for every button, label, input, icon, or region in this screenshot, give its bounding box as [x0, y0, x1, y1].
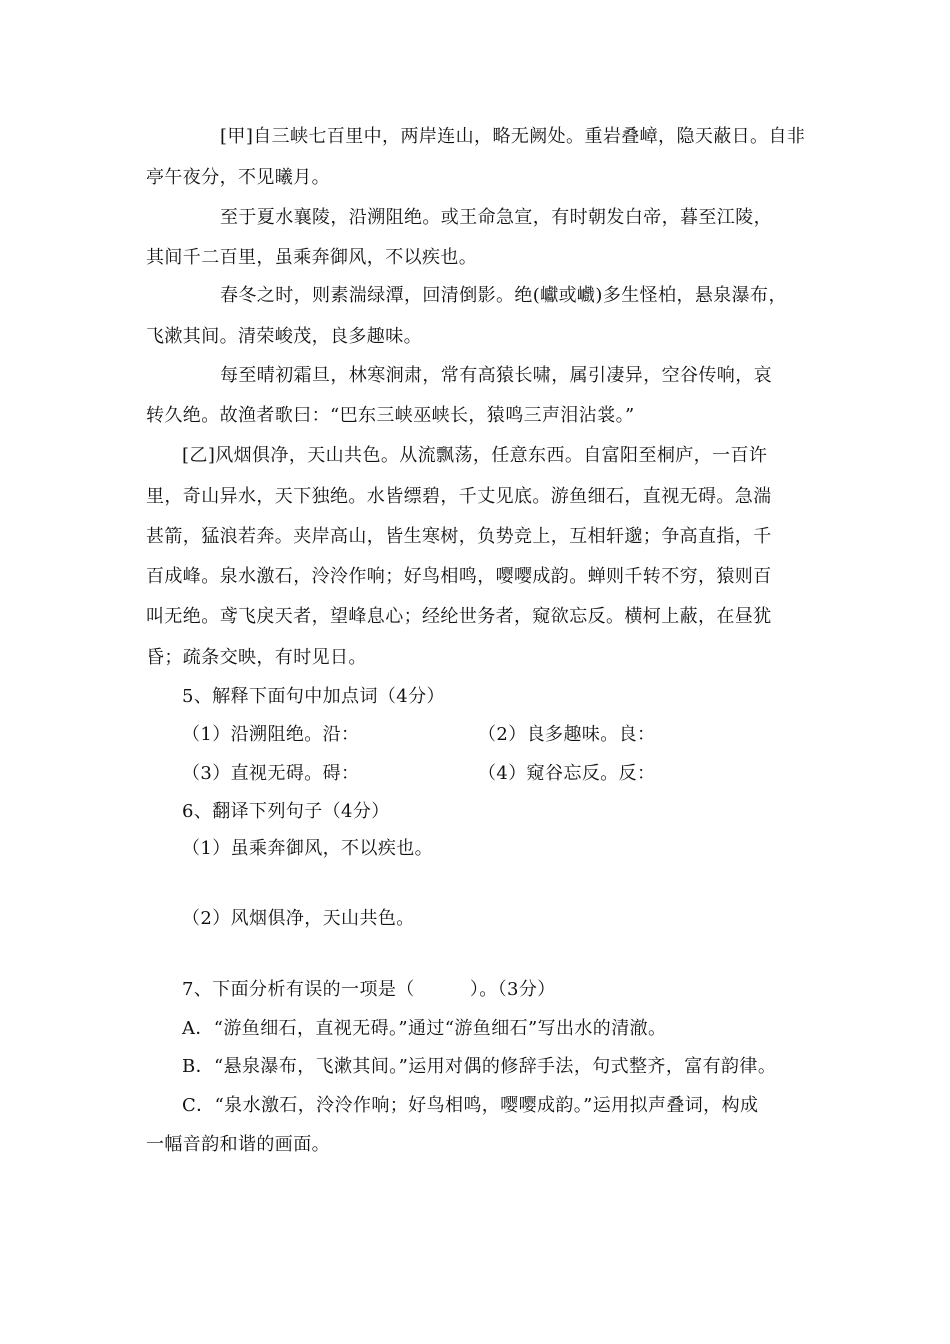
passage-b-line3: 甚箭，猛浪若奔。夹岸高山，皆生寒树，负势竞上，互相轩邈；争高直指，千 — [146, 526, 772, 547]
q7-option-c-continued: 一幅音韵和谐的画面。 — [146, 1134, 330, 1155]
q5-item-3: （3）直视无碍。碍： — [182, 763, 360, 784]
passage-a-p2-line2: 其间千二百里，虽乘奔御风，不以疾也。 — [146, 247, 478, 268]
passage-a-p1-line1: [甲]自三峡七百里中，两岸连山，略无阙处。重岩叠嶂，隐天蔽日。自非 — [220, 126, 806, 147]
q6-item-1: （1）虽乘奔御风，不以疾也。 — [182, 838, 434, 859]
q5-item-2: （2）良多趣味。良： — [478, 724, 656, 745]
passage-b-line2: 里，奇山异水，天下独绝。水皆缥碧，千丈见底。游鱼细石，直视无碍。急湍 — [146, 486, 772, 507]
passage-b-line6: 昏；疏条交映，有时见日。 — [146, 647, 367, 668]
q7-option-b: B．“悬泉瀑布，飞漱其间。”运用对偶的修辞手法，句式整齐，富有韵律。 — [182, 1056, 777, 1077]
passage-a-p1-line2: 亭午夜分，不见曦月。 — [146, 167, 330, 188]
q5-title: 5、解释下面句中加点词（4分） — [182, 686, 445, 707]
q6-item-2: （2）风烟俱净，天山共色。 — [182, 908, 415, 929]
passage-a-p3-line1: 春冬之时，则素湍绿潭，回清倒影。绝(巘或巇)多生怪柏，悬泉瀑布， — [220, 285, 787, 306]
q5-item-4: （4）窥谷忘反。反： — [478, 763, 656, 784]
q7-title: 7、下面分析有误的一项是（ ）。（3分） — [182, 979, 556, 1000]
passage-b-line5: 叫无绝。鸢飞戾天者，望峰息心；经纶世务者，窥欲忘反。横柯上蔽，在昼犹 — [146, 606, 772, 627]
q7-option-c: C．“泉水激石，泠泠作响；好鸟相鸣，嘤嘤成韵。”运用拟声叠词，构成 — [182, 1095, 759, 1116]
passage-a-p4-line2: 转久绝。故渔者歌曰：“巴东三峡巫峡长，猿鸣三声泪沾裳。” — [146, 405, 635, 426]
passage-b-line1: [乙]风烟俱净，天山共色。从流飘荡，任意东西。自富阳至桐庐，一百许 — [182, 445, 768, 466]
q7-option-a: A．“游鱼细石，直视无碍。”通过“游鱼细石”写出水的清澈。 — [182, 1018, 667, 1039]
passage-b-line4: 百成峰。泉水激石，泠泠作响；好鸟相鸣，嘤嘤成韵。蝉则千转不穷，猿则百 — [146, 566, 772, 587]
passage-a-p2-line1: 至于夏水襄陵，沿溯阻绝。或王命急宣，有时朝发白帝，暮至江陵， — [220, 207, 772, 228]
passage-a-p4-line1: 每至晴初霜旦，林寒涧肃，常有高猿长啸，属引凄异，空谷传响，哀 — [220, 365, 772, 386]
passage-a-p3-line2: 飞漱其间。清荣峻茂，良多趣味。 — [146, 326, 422, 347]
q5-item-1: （1）沿溯阻绝。沿： — [182, 724, 360, 745]
q6-title: 6、翻译下列句子（4分） — [182, 801, 390, 822]
